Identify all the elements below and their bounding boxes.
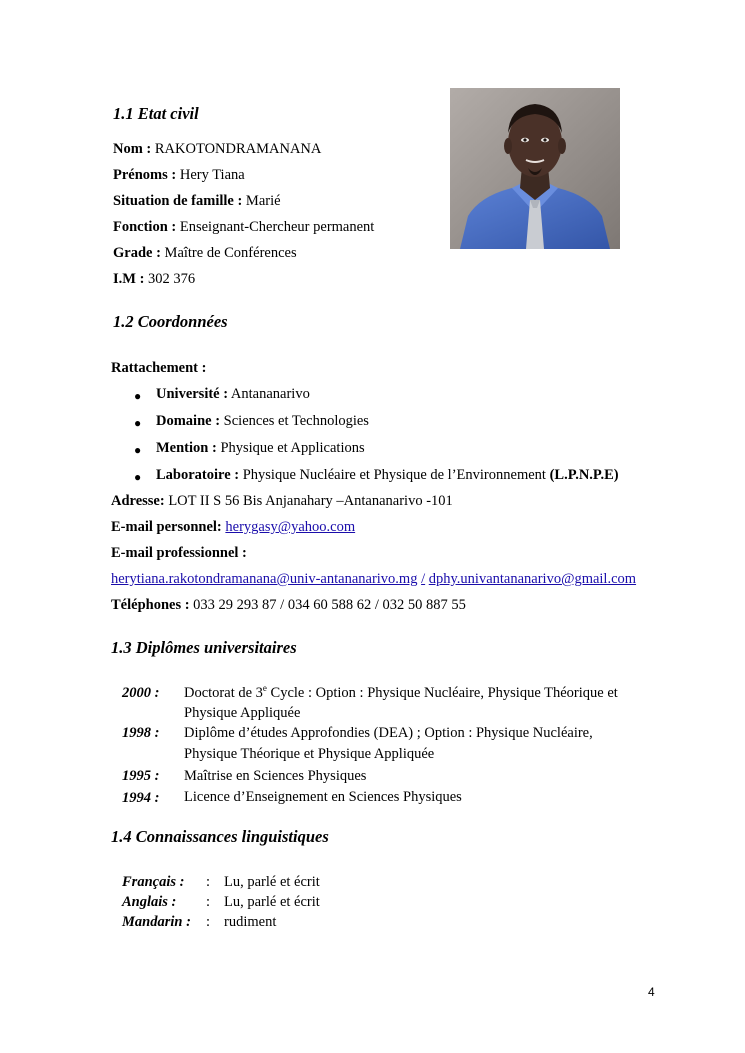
universite-line: [156, 386, 310, 403]
situation-value: Marié: [245, 193, 281, 209]
language-separator: :: [206, 914, 211, 930]
telephones-label: Téléphones :: [111, 597, 190, 613]
email-pro-label-line: [111, 545, 247, 562]
diploma-text-part: Doctorat de 3: [184, 685, 263, 701]
language-level: rudiment: [224, 914, 277, 930]
section-title-langues: 1.4 Connaissances linguistiques: [111, 827, 329, 846]
grade-label: Grade :: [113, 245, 161, 261]
laboratoire-label: Laboratoire :: [156, 467, 240, 483]
diploma-year: 1995 :: [122, 768, 160, 784]
rattachement-label: [111, 360, 206, 377]
domaine-value: Sciences et Technologies: [223, 413, 369, 429]
domaine-line: [156, 413, 369, 430]
prenoms-line: [113, 167, 245, 184]
bullet-icon: ●: [134, 470, 142, 484]
diploma-text: Diplôme d’études Approfondies (DEA) ; Option : Physique Nucléaire,: [184, 725, 593, 741]
situation-line: [113, 193, 281, 210]
mention-label: Mention :: [156, 440, 217, 456]
email-pro-label: E-mail professionnel :: [111, 545, 247, 561]
grade-value: Maître de Conférences: [164, 245, 297, 261]
nom-line: [113, 141, 321, 158]
prenoms-label: Prénoms :: [113, 167, 177, 183]
email-perso-label: E-mail personnel:: [111, 519, 222, 535]
mention-value: Physique et Applications: [220, 440, 365, 456]
language-level: Lu, parlé et écrit: [224, 874, 320, 890]
diploma-year: 1998 :: [122, 725, 160, 741]
domaine-label: Domaine :: [156, 413, 221, 429]
grade-line: [113, 245, 297, 262]
page-number: 4: [648, 985, 655, 999]
situation-label: Situation de famille :: [113, 193, 243, 209]
prenoms-value: Hery Tiana: [179, 167, 245, 183]
laboratoire-line: [156, 467, 619, 484]
im-line: [113, 271, 195, 288]
universite-value: Antananarivo: [230, 386, 310, 402]
email-pro-link-2[interactable]: dphy.univantananarivo@gmail.com: [428, 571, 637, 587]
email-pro-link-1[interactable]: herytiana.rakotondramanana@univ-antananarivo.mg: [111, 571, 418, 587]
email-pro-line: [111, 571, 636, 588]
diploma-year: 2000 :: [122, 685, 160, 701]
language-separator: :: [206, 894, 211, 910]
fonction-label: Fonction :: [113, 219, 177, 235]
email-perso-line: [111, 519, 355, 536]
im-label: I.M :: [113, 271, 145, 287]
adresse-value: LOT II S 56 Bis Anjanahary –Antananarivo -101: [168, 493, 453, 509]
portrait-photo: [450, 88, 620, 249]
portrait-illustration: [450, 88, 620, 249]
section-title-etat-civil: 1.1 Etat civil: [113, 104, 199, 123]
diploma-text-part: Cycle : Option : Physique Nucléaire, Physique Théorique et: [266, 685, 618, 701]
telephones-value: 033 29 293 87 / 034 60 588 62 / 032 50 887 55: [193, 597, 466, 613]
diploma-text-line2: Physique Appliquée: [184, 705, 301, 721]
diploma-superscript: e: [262, 683, 267, 694]
language-name: Français :: [122, 874, 185, 890]
nom-value: RAKOTONDRAMANANA: [154, 141, 322, 157]
bullet-icon: ●: [134, 443, 142, 457]
adresse-label: Adresse:: [111, 493, 165, 509]
language-name: Anglais :: [122, 894, 177, 910]
email-perso-link[interactable]: herygasy@yahoo.com: [225, 519, 356, 535]
diploma-text: Licence d’Enseignement en Sciences Physiques: [184, 789, 462, 805]
language-name: Mandarin :: [122, 914, 191, 930]
language-separator: :: [206, 874, 211, 890]
language-level: Lu, parlé et écrit: [224, 894, 320, 910]
telephones-line: [111, 597, 466, 614]
bullet-icon: ●: [134, 416, 142, 430]
email-separator: /: [421, 571, 426, 587]
section-title-diplomes: 1.3 Diplômes universitaires: [111, 638, 297, 657]
mention-line: [156, 440, 365, 457]
nom-label: Nom :: [113, 141, 152, 157]
rattachement-label-text: Rattachement :: [111, 360, 207, 376]
universite-label: Université :: [156, 386, 229, 402]
diploma-year: 1994 :: [122, 790, 160, 806]
laboratoire-value: Physique Nucléaire et Physique de l’Environnement: [242, 467, 546, 483]
laboratoire-abbr: (L.P.N.P.E): [549, 467, 619, 483]
section-title-coordonnees: 1.2 Coordonnées: [113, 312, 228, 331]
fonction-line: [113, 219, 374, 236]
diploma-text: [184, 685, 618, 702]
diploma-text: Maîtrise en Sciences Physiques: [184, 768, 367, 784]
diploma-text-line2: Physique Théorique et Physique Appliquée: [184, 746, 435, 762]
im-value: 302 376: [148, 271, 196, 287]
adresse-line: [111, 493, 453, 510]
fonction-value: Enseignant-Chercheur permanent: [179, 219, 375, 235]
bullet-icon: ●: [134, 389, 142, 403]
